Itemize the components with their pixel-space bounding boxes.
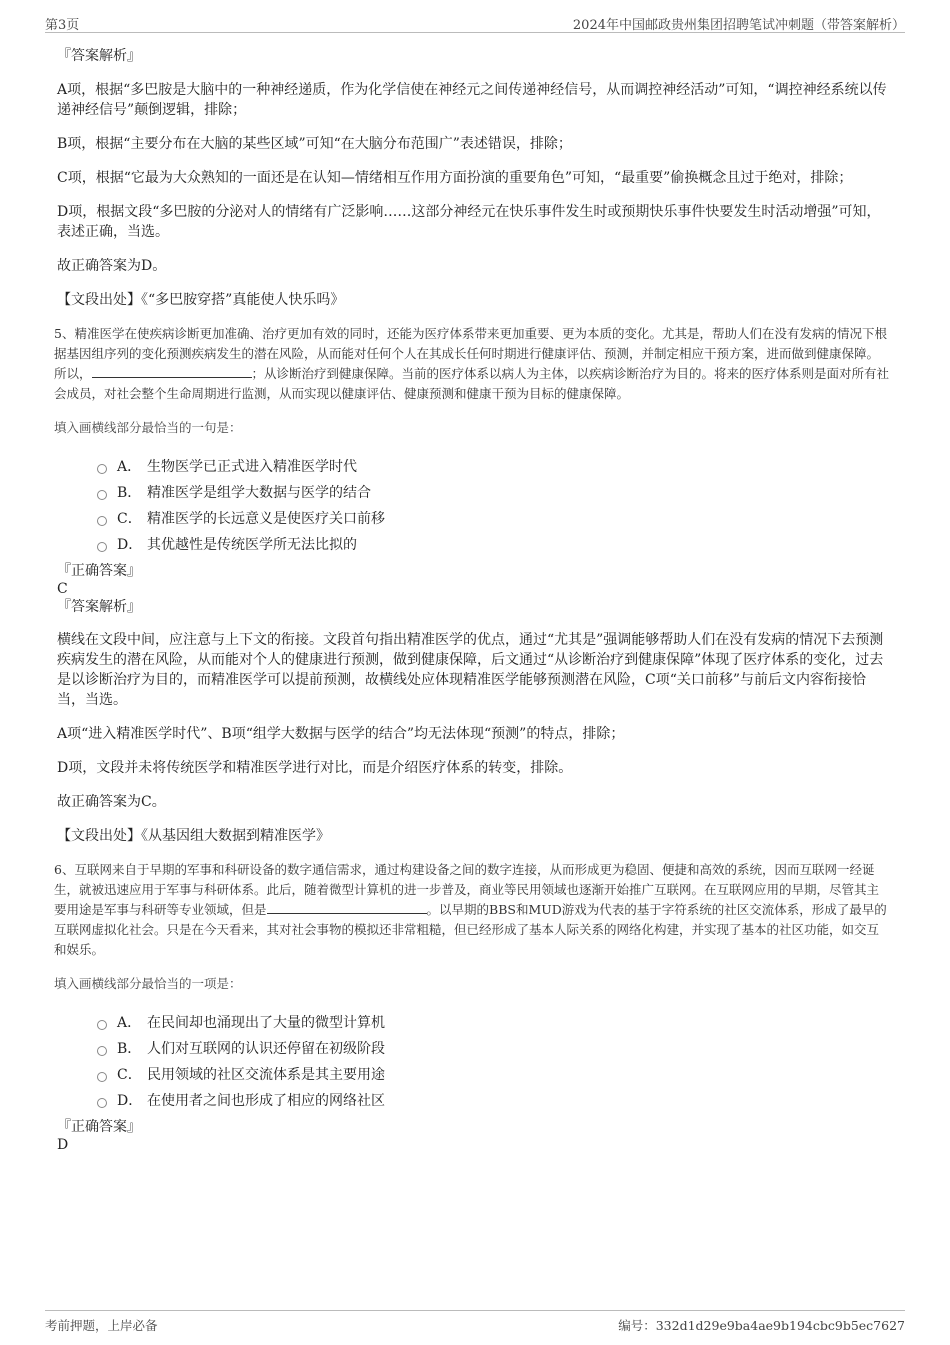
- analysis-paragraph: A项，根据“多巴胺是大脑中的一种神经递质，作为化学信使在神经元之间传递神经信号，从而调控神经活动”可知，“调控神经系统以传递神经信号”颠倒逻辑，排除；: [57, 82, 887, 118]
- question-prompt: 填入画横线部分最恰当的一句是：: [54, 420, 242, 435]
- correct-answer: D: [57, 1137, 69, 1153]
- fill-blank: [92, 365, 252, 378]
- page-footer: [45, 1310, 905, 1335]
- final-answer-text: 故正确答案为C。: [57, 794, 166, 810]
- document-body: [54, 46, 890, 1154]
- option-a[interactable]: A． 在民间却也涌现出了大量的微型计算机: [97, 1010, 890, 1036]
- document-id: 编号：332d1d29e9ba4ae9b194cbc9b5ec7627: [618, 1318, 905, 1333]
- analysis-paragraph: B项，根据“主要分布在大脑的某些区域”可知“在大脑分布范围广”表述错误，排除；: [57, 136, 572, 152]
- option-b[interactable]: B． 精准医学是组学大数据与医学的结合: [97, 480, 890, 506]
- correct-answer-title: 『正确答案』: [57, 1119, 141, 1135]
- correct-answer-title: 『正确答案』: [57, 563, 141, 579]
- document-title: 2024年中国邮政贵州集团招聘笔试冲刺题（带答案解析）: [572, 18, 905, 33]
- radio-icon[interactable]: [97, 1046, 107, 1056]
- analysis-paragraph: A项“进入精准医学时代”、B项“组学大数据与医学的结合”均无法体现“预测”的特点，排除；: [57, 726, 625, 742]
- page-number: 第3页: [45, 18, 80, 33]
- final-answer-text: 故正确答案为D。: [57, 258, 167, 274]
- option-b[interactable]: B． 人们对互联网的认识还停留在初级阶段: [97, 1036, 890, 1062]
- radio-icon[interactable]: [97, 1072, 107, 1082]
- option-c[interactable]: C． 精准医学的长远意义是使医疗关口前移: [97, 506, 890, 532]
- radio-icon[interactable]: [97, 1098, 107, 1108]
- analysis-paragraph: 横线在文段中间，应注意与上下文的衔接。文段首句指出精准医学的优点，通过“尤其是”强调能够帮助人们在没有发病的情况下去预测疾病发生的潜在风险，从而能对个人的健康进行预测，做到健康保障，后文通过“从诊断治疗到健康保障”体现了医疗体系的变化，过去是以诊断治疗为目的，而精准医学可以提前预测，故横线处应体现精准医学能够预测潜在风险，C项“关口前移”与前后文内容衔接恰当，当选。: [57, 632, 884, 708]
- analysis-paragraph: D项，文段并未将传统医学和精准医学进行对比，而是介绍医疗体系的转变，排除。: [57, 760, 573, 776]
- source-citation: 【文段出处】《“多巴胺穿搭”真能使人快乐吗》: [57, 292, 345, 308]
- question-prompt: 填入画横线部分最恰当的一项是：: [54, 976, 242, 991]
- radio-icon[interactable]: [97, 490, 107, 500]
- page-header: [45, 14, 905, 33]
- options-list: [97, 454, 890, 558]
- footer-slogan: 考前押题，上岸必备: [45, 1318, 158, 1333]
- options-list: [97, 1010, 890, 1114]
- option-d[interactable]: D． 其优越性是传统医学所无法比拟的: [97, 532, 890, 558]
- option-a[interactable]: A． 生物医学已正式进入精准医学时代: [97, 454, 890, 480]
- option-d[interactable]: D． 在使用者之间也形成了相应的网络社区: [97, 1088, 890, 1114]
- analysis-title: 『答案解析』: [57, 599, 141, 615]
- radio-icon[interactable]: [97, 464, 107, 474]
- fill-blank: [267, 901, 427, 914]
- radio-icon[interactable]: [97, 542, 107, 552]
- radio-icon[interactable]: [97, 1020, 107, 1030]
- question-5-stem: 5、精准医学在使疾病诊断更加准确、治疗更加有效的同时，还能为医疗体系带来更加重要、更为本质的变化。尤其是，帮助人们在没有发病的情况下根据基因组序列的变化预测疾病发生的潜在风险，从而能对任何个人在其成长任何时期进行健康评估、预测，并制定相应干预方案，进而做到健康保障。所以， ；从诊断治疗到健康保障。当前的医疗体系以病人为主体，以疾病诊断治疗为目的。将来的医疗体系则是面对所有社会成员，对社会整个生命周期进行监测，从而实现以健康评估、健康预测和健康干预为目标的健康保障。: [54, 326, 890, 401]
- analysis-paragraph: D项，根据文段“多巴胺的分泌对人的情绪有广泛影响……这部分神经元在快乐事件发生时或预期快乐事件快要发生时活动增强”可知，表述正确，当选。: [57, 204, 881, 240]
- analysis-title: 『答案解析』: [57, 48, 141, 64]
- option-c[interactable]: C． 民用领域的社区交流体系是其主要用途: [97, 1062, 890, 1088]
- correct-answer: C: [57, 581, 68, 597]
- source-citation: 【文段出处】《从基因组大数据到精准医学》: [57, 828, 330, 844]
- question-6-stem: 6、互联网来自于早期的军事和科研设备的数字通信需求，通过构建设备之间的数字连接，从而形成更为稳固、便捷和高效的系统，因而互联网一经诞生，就被迅速应用于军事与科研体系。此后，随着微型计算机的进一步普及，商业等民用领域也逐渐开始推广互联网。在互联网应用的早期，尽管其主要用途是军事与科研等专业领域，但是 。以早期的BBS和MUD游戏为代表的基于字符系统的社区交流体系，形成了最早的互联网虚拟化社会。只是在今天看来，其对社会事物的模拟还非常粗糙，但已经形成了基本人际关系的网络化构建，并实现了基本的社区功能，如交互和娱乐。: [54, 862, 887, 957]
- radio-icon[interactable]: [97, 516, 107, 526]
- analysis-paragraph: C项，根据“它最为大众熟知的一面还是在认知—情绪相互作用方面扮演的重要角色”可知，“最重要”偷换概念且过于绝对，排除；: [57, 170, 853, 186]
